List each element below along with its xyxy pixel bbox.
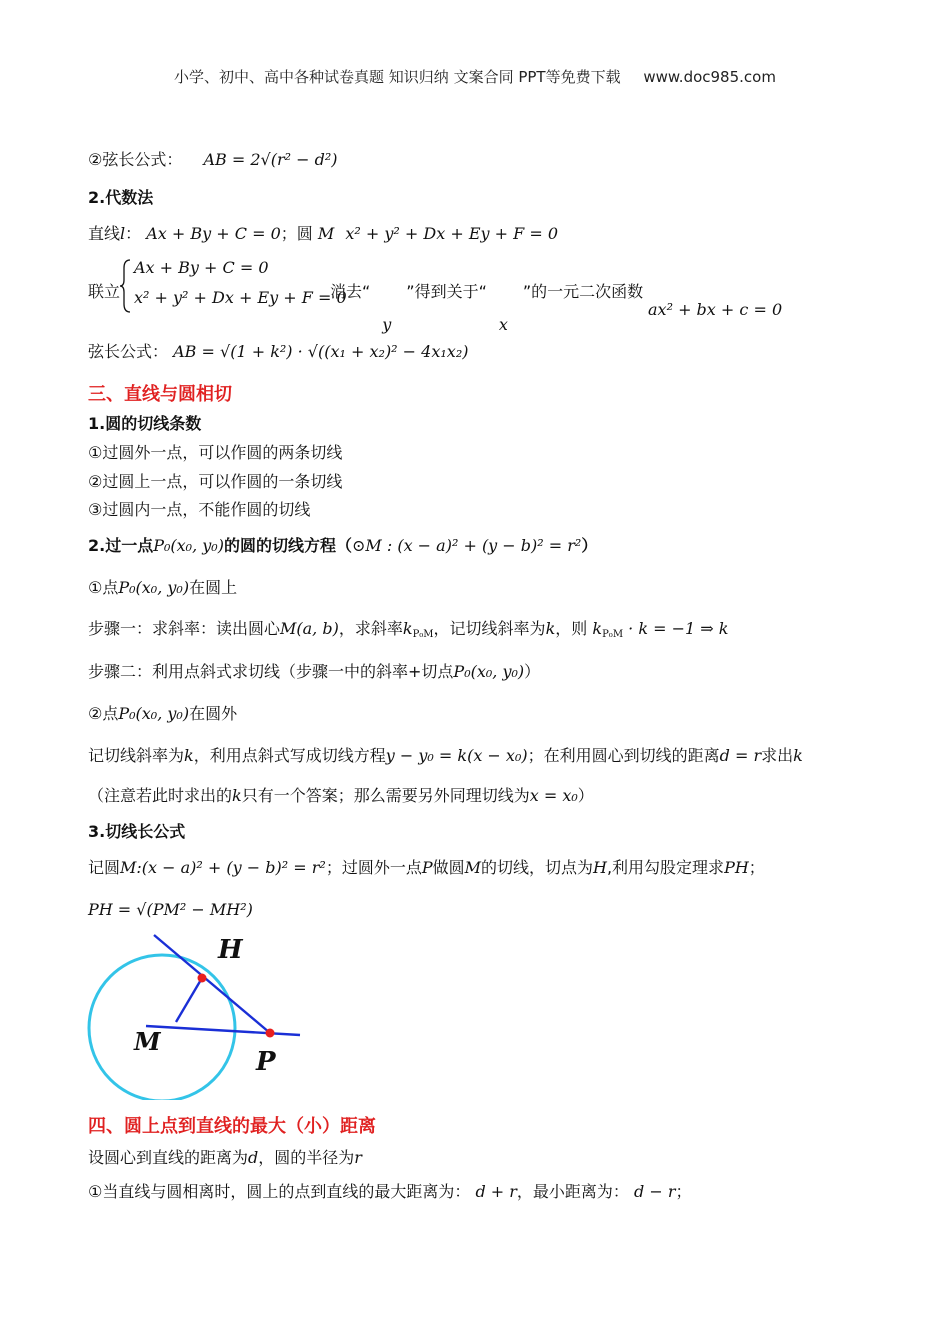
- len-p: P: [421, 858, 433, 877]
- s4-line2-b: ，最小距离为：: [516, 1182, 629, 1201]
- note1-k2: k: [793, 746, 803, 765]
- case2-b: 在圆外: [189, 704, 238, 723]
- section3-sub3: 3.切线长公式: [88, 822, 186, 841]
- len-e: ,利用勾股定理求: [606, 858, 725, 877]
- system-eq-1: Ax + By + C = 0: [134, 258, 269, 277]
- case2-point: P₀(x₀, y₀): [118, 704, 190, 723]
- point-h: [198, 974, 207, 983]
- s4-d: d: [248, 1148, 259, 1167]
- note2-a: （注意若此时求出的: [88, 786, 233, 805]
- tangent-length-line: [88, 856, 765, 880]
- elim-text-2: ”得到关于“: [406, 282, 487, 301]
- case1-b: 在圆上: [189, 578, 238, 597]
- s4-max: d + r: [475, 1182, 517, 1201]
- sub2-point: P₀(x₀, y₀): [153, 536, 224, 555]
- tangent-count-item-2: ②过圆上一点，可以作圆的一条切线: [88, 472, 343, 491]
- step1-a: 步骤一：求斜率：读出圆心: [88, 619, 281, 638]
- len-f: ；: [748, 858, 765, 877]
- len-ph: PH: [724, 858, 749, 877]
- note1-c: ；在利用圆心到切线的距离: [527, 746, 720, 765]
- label-p: P: [256, 1047, 276, 1077]
- section4-line2: [88, 1180, 692, 1204]
- system-eq-2: x² + y² + Dx + Ey + F = 0: [134, 288, 347, 307]
- step1-k-sub: P₀M: [412, 629, 434, 640]
- section3-title: 三、直线与圆相切: [88, 384, 232, 405]
- len-a: 记圆: [88, 858, 121, 877]
- len-eq: :(x − a)² + (y − b)² = r²: [136, 858, 326, 877]
- elim-text-3: ”的一元二次函数: [522, 282, 644, 301]
- section3-sub2: [88, 534, 597, 558]
- len-h: H: [593, 858, 607, 877]
- circle-var: M: [317, 224, 335, 243]
- note1-e: 求出: [761, 746, 794, 765]
- note1-line: [88, 744, 803, 768]
- sub2-c: ）: [581, 536, 598, 555]
- algebra-line-def: 直线l： Ax + By + C = 0；圆 M x² + y² + Dx + Ey + F = 0: [88, 224, 559, 243]
- step2-point: P₀(x₀, y₀): [453, 662, 525, 681]
- step2-a: 步骤二：利用点斜式求切线（步骤一中的斜率+切点: [88, 662, 454, 681]
- note2-line: [88, 784, 594, 808]
- sub2-a: 2.过一点: [88, 536, 154, 555]
- case2-a: ②点: [88, 704, 119, 723]
- tangent-count-item-1: ①过圆外一点，可以作圆的两条切线: [88, 443, 343, 462]
- elim-var-x: x: [498, 315, 508, 334]
- note2-k: k: [232, 786, 242, 805]
- note2-eq: x = x₀: [529, 786, 578, 805]
- s4-min: d − r: [634, 1182, 676, 1201]
- tangent-count-item-3: ③过圆内一点，不能作圆的切线: [88, 500, 311, 519]
- step1-c: ，记切线斜率为: [433, 619, 546, 638]
- step2-b: ）: [524, 662, 541, 681]
- step1-d: ，则: [555, 619, 588, 638]
- step1-center: M(a, b): [280, 619, 339, 638]
- step1-k3-sub: P₀M: [602, 629, 624, 640]
- case1-line: [88, 576, 237, 600]
- s4-line2-c: ；: [675, 1182, 692, 1201]
- radius-segment: [176, 978, 202, 1022]
- step2-line: [88, 660, 540, 684]
- quadratic-equation: ax² + bx + c = 0: [648, 300, 783, 319]
- len-d: 的切线，切点为: [481, 858, 594, 877]
- circle-equation: x² + y² + Dx + Ey + F = 0: [345, 224, 559, 243]
- page-header: [0, 66, 950, 87]
- tangent-line: [154, 935, 270, 1033]
- combine-label: 联立: [88, 282, 121, 301]
- section4-line1: [88, 1146, 362, 1170]
- step1-k2: k: [545, 619, 556, 638]
- s4-line1-b: ，圆的半径为: [258, 1148, 355, 1167]
- algebra-chord-label: 弦长公式：: [88, 342, 169, 361]
- note1-a: 记切线斜率为: [88, 746, 185, 765]
- note1-d: d = r: [719, 746, 762, 765]
- step1-b: ，求斜率: [338, 619, 403, 638]
- step1-equation: · k = −1 ⇒ k: [628, 619, 729, 638]
- note2-c: ）: [577, 786, 594, 805]
- point-p: [266, 1029, 275, 1038]
- sub2-b: 的圆的切线方程（: [223, 536, 352, 555]
- label-m: M: [134, 1027, 161, 1056]
- case1-a: ①点: [88, 578, 119, 597]
- algebra-heading: 2.代数法: [88, 188, 154, 207]
- header-site: www.doc985.com: [643, 68, 776, 86]
- note2-b: 只有一个答案；那么需要另外同理切线为: [241, 786, 530, 805]
- s4-r: r: [354, 1148, 362, 1167]
- label-h: H: [218, 935, 243, 965]
- step1-line: [88, 617, 728, 647]
- eliminate-text: [330, 280, 644, 334]
- section3-sub1: 1.圆的切线条数: [88, 414, 202, 433]
- chord-formula-line: [88, 148, 338, 172]
- algebra-chord-formula: AB = √(1 + k²) · √((x₁ + x₂)² − 4x₁x₂): [173, 342, 469, 361]
- case2-line: [88, 702, 237, 726]
- sub2-circle-eq: ⊙M : (x − a)² + (y − b)² = r²: [351, 536, 582, 555]
- line-var: l: [120, 224, 126, 243]
- circle-label: ；圆: [280, 224, 313, 243]
- secant-line: [146, 1026, 300, 1035]
- note1-k: k: [184, 746, 194, 765]
- tangent-figure: [80, 930, 320, 1100]
- header-text: 小学、初中、高中各种试卷真题 知识归纳 文案合同 PPT等免费下载: [174, 68, 621, 86]
- tangent-length-formula: PH = √(PM² − MH²): [88, 900, 253, 919]
- elim-var-y: y: [382, 315, 392, 334]
- len-b: ；过圆外一点: [325, 858, 422, 877]
- step1-k3: k: [592, 619, 603, 638]
- algebra-chord-line: [88, 340, 468, 364]
- len-m: M: [120, 858, 137, 877]
- line-equation: Ax + By + C = 0: [146, 224, 281, 243]
- section4-title: 四、圆上点到直线的最大（小）距离: [88, 1116, 376, 1137]
- chord-formula: AB = 2√(r² − d²): [203, 150, 338, 169]
- brace-icon: [118, 258, 132, 314]
- len-m2: M: [464, 858, 481, 877]
- len-c: 做圆: [432, 858, 465, 877]
- elim-text-1: 消去“: [330, 282, 371, 301]
- note1-eq: y − y₀ = k(x − x₀): [385, 746, 528, 765]
- chord-formula-label: ②弦长公式：: [88, 150, 183, 169]
- note1-b: ，利用点斜式写成切线方程: [193, 746, 386, 765]
- line-label: 直线: [88, 224, 121, 243]
- step1-k: k: [402, 619, 413, 638]
- s4-line2-a: ①当直线与圆相离时，圆上的点到直线的最大距离为：: [88, 1182, 471, 1201]
- s4-line1-a: 设圆心到直线的距离为: [88, 1148, 249, 1167]
- case1-point: P₀(x₀, y₀): [118, 578, 190, 597]
